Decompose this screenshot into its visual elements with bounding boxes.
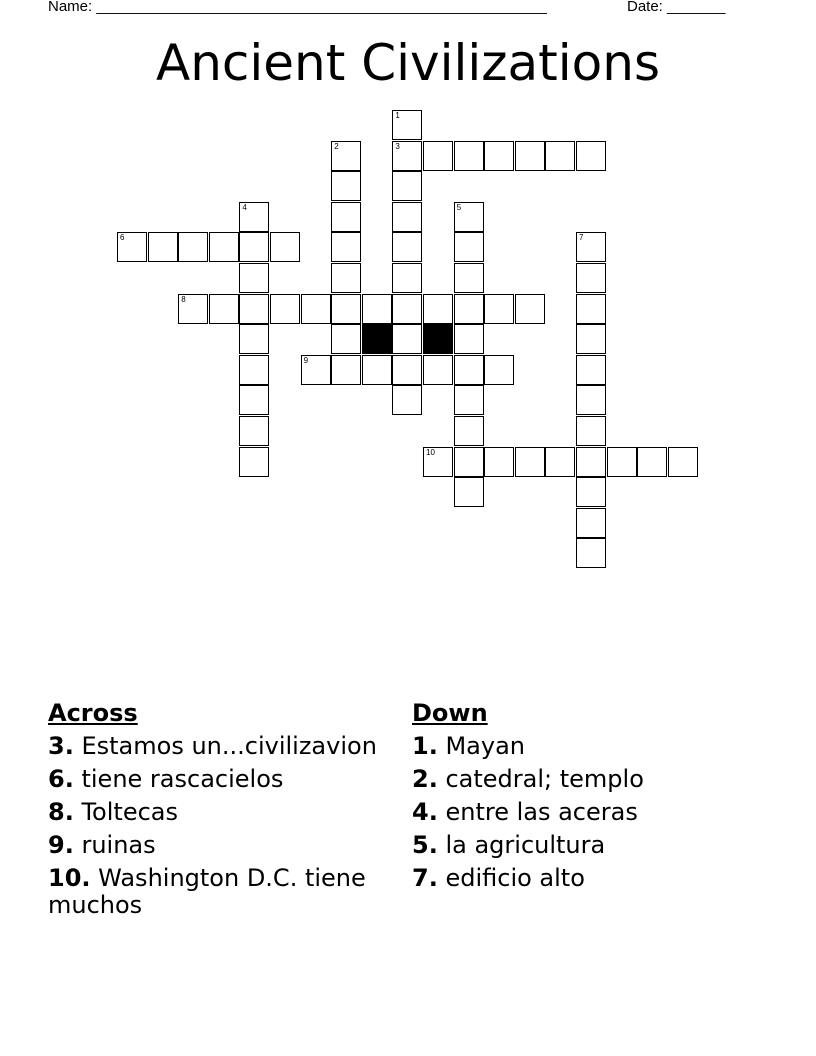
- grid-cell[interactable]: [362, 294, 392, 324]
- grid-cell[interactable]: [454, 324, 484, 354]
- grid-cell[interactable]: [239, 355, 269, 385]
- grid-cell[interactable]: [576, 508, 606, 538]
- grid-cell[interactable]: [148, 232, 178, 262]
- grid-cell[interactable]: [392, 324, 422, 354]
- grid-cell[interactable]: [270, 294, 300, 324]
- grid-cell[interactable]: [239, 385, 269, 415]
- grid-cell[interactable]: [392, 385, 422, 415]
- page-title: Ancient Civilizations: [155, 34, 660, 92]
- grid-cell[interactable]: [239, 202, 269, 232]
- cell-number: 2: [334, 141, 339, 151]
- cell-number: 4: [242, 202, 247, 212]
- grid-cell[interactable]: [331, 263, 361, 293]
- grid-cell[interactable]: [454, 355, 484, 385]
- down-clue: [412, 832, 772, 859]
- grid-cell[interactable]: [454, 294, 484, 324]
- grid-cell[interactable]: [392, 263, 422, 293]
- grid-cell[interactable]: [178, 232, 208, 262]
- down-clue: [412, 733, 772, 760]
- grid-cell[interactable]: [423, 355, 453, 385]
- grid-block: [423, 324, 453, 354]
- clue-text: tiene rascacielos: [81, 765, 284, 793]
- cell-number: 3: [395, 141, 400, 151]
- grid-cell[interactable]: [423, 141, 453, 171]
- clue-text: catedral; templo: [445, 765, 644, 793]
- grid-cell[interactable]: [515, 294, 545, 324]
- clue-number: 1.: [412, 732, 438, 760]
- grid-cell[interactable]: [576, 416, 606, 446]
- cell-number: 9: [303, 355, 309, 365]
- grid-cell[interactable]: [454, 385, 484, 415]
- down-clue: [412, 799, 772, 826]
- grid-cell[interactable]: [607, 447, 637, 477]
- grid-cell[interactable]: [331, 232, 361, 262]
- across-clue: [48, 766, 393, 793]
- clue-text: ruinas: [81, 831, 156, 859]
- grid-cell[interactable]: [576, 232, 606, 262]
- clue-number: 3.: [48, 732, 74, 760]
- cell-number: 1: [395, 111, 400, 120]
- grid-cell[interactable]: [576, 294, 606, 324]
- grid-cell[interactable]: [209, 232, 239, 262]
- clue-number: 10.: [48, 864, 91, 892]
- grid-cell[interactable]: [515, 141, 545, 171]
- grid-cell[interactable]: [392, 171, 422, 201]
- clue-text: la agricultura: [445, 831, 606, 859]
- grid-cell[interactable]: [331, 355, 361, 385]
- down-clue: [412, 766, 772, 793]
- grid-cell[interactable]: [668, 447, 698, 477]
- across-clue: [48, 733, 393, 760]
- grid-cell[interactable]: [454, 416, 484, 446]
- down-heading: Down: [412, 699, 488, 727]
- grid-cell[interactable]: [209, 294, 239, 324]
- grid-cell[interactable]: [392, 110, 422, 140]
- clue-number: 5.: [412, 831, 438, 859]
- clue-text: Estamos un...civilizavion: [81, 732, 377, 760]
- grid-cell[interactable]: [484, 447, 514, 477]
- grid-cell[interactable]: [637, 447, 667, 477]
- date-field-label: Date: _______: [627, 0, 726, 15]
- across-clue: [48, 865, 393, 919]
- grid-cell[interactable]: [484, 294, 514, 324]
- grid-cell[interactable]: [576, 324, 606, 354]
- clue-text: Mayan: [445, 732, 526, 760]
- grid-cell[interactable]: [454, 141, 484, 171]
- grid-cell[interactable]: [576, 385, 606, 415]
- grid-cell[interactable]: [515, 447, 545, 477]
- grid-cell[interactable]: [331, 171, 361, 201]
- grid-cell[interactable]: [576, 141, 606, 171]
- grid-cell[interactable]: [454, 202, 484, 232]
- grid-cell[interactable]: [362, 355, 392, 385]
- grid-cell[interactable]: [392, 355, 422, 385]
- clue-text: Washington D.C. tiene muchos: [48, 864, 366, 919]
- grid-cell[interactable]: [331, 294, 361, 324]
- grid-cell[interactable]: [576, 538, 606, 568]
- grid-cell[interactable]: [392, 232, 422, 262]
- grid-cell[interactable]: [454, 232, 484, 262]
- grid-cell[interactable]: [331, 324, 361, 354]
- grid-cell[interactable]: [331, 202, 361, 232]
- grid-cell[interactable]: [576, 447, 606, 477]
- clue-number: 9.: [48, 831, 74, 859]
- clue-text: edificio alto: [445, 864, 585, 892]
- grid-cell[interactable]: [484, 355, 514, 385]
- clue-text: Toltecas: [81, 798, 178, 826]
- grid-cell[interactable]: [117, 232, 147, 262]
- grid-cell[interactable]: [270, 232, 300, 262]
- cell-number: 5: [456, 202, 462, 212]
- grid-block: [362, 324, 392, 354]
- grid-cell[interactable]: [576, 263, 606, 293]
- down-clues: [412, 700, 772, 898]
- grid-cell[interactable]: [484, 141, 514, 171]
- grid-cell[interactable]: [301, 355, 331, 385]
- grid-cell[interactable]: [239, 447, 269, 477]
- clue-number: 7.: [412, 864, 438, 892]
- grid-cell[interactable]: [392, 202, 422, 232]
- cell-number: 7: [579, 233, 584, 243]
- grid-cell[interactable]: [545, 447, 575, 477]
- across-heading: Across: [48, 699, 138, 727]
- clue-number: 4.: [412, 798, 438, 826]
- grid-cell[interactable]: [239, 263, 269, 293]
- grid-cell[interactable]: [545, 141, 575, 171]
- cell-number: 10: [426, 447, 435, 457]
- cell-number: 8: [181, 294, 186, 304]
- grid-cell[interactable]: [301, 294, 331, 324]
- clue-number: 6.: [48, 765, 74, 793]
- grid-cell[interactable]: [392, 141, 422, 171]
- grid-cell[interactable]: [392, 294, 422, 324]
- cell-number: 6: [120, 233, 125, 243]
- clue-number: 2.: [412, 765, 438, 793]
- grid-cell[interactable]: [331, 141, 361, 171]
- across-clue: [48, 832, 393, 859]
- across-clue: [48, 799, 393, 826]
- grid-cell[interactable]: [576, 477, 606, 507]
- grid-cell[interactable]: [239, 324, 269, 354]
- grid-cell[interactable]: [576, 355, 606, 385]
- grid-cell[interactable]: [239, 416, 269, 446]
- down-clue: [412, 865, 772, 892]
- clue-text: entre las aceras: [445, 798, 638, 826]
- grid-cell[interactable]: [454, 263, 484, 293]
- grid-cell[interactable]: [178, 294, 208, 324]
- grid-cell[interactable]: [454, 477, 484, 507]
- name-field-label: Name: ______________________________________________________: [48, 0, 547, 15]
- grid-cell[interactable]: [454, 447, 484, 477]
- grid-cell[interactable]: [239, 294, 269, 324]
- across-clues: [48, 700, 393, 925]
- grid-cell[interactable]: [239, 232, 269, 262]
- grid-cell[interactable]: [423, 447, 453, 477]
- grid-cell[interactable]: [423, 294, 453, 324]
- clue-number: 8.: [48, 798, 74, 826]
